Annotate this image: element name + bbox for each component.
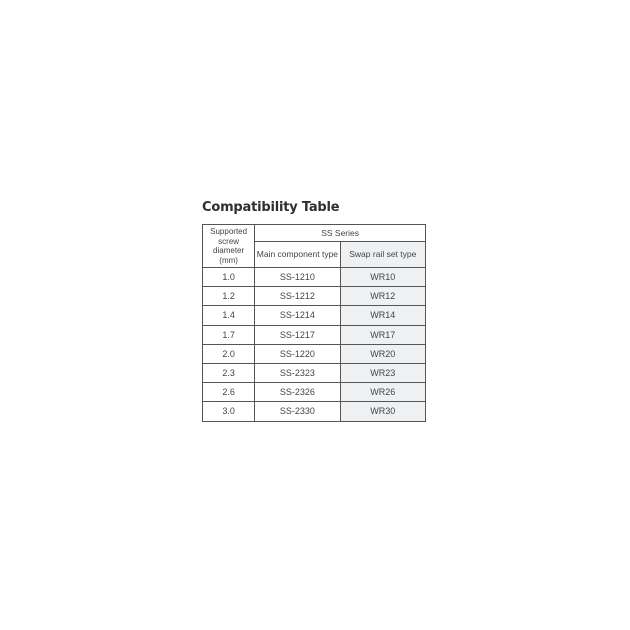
cell-diameter: 2.0 — [203, 344, 255, 363]
page-title: Compatibility Table — [202, 200, 340, 215]
table-row — [203, 383, 426, 402]
cell-swap-rail: WR14 — [340, 306, 425, 325]
table-row — [203, 306, 426, 325]
table-row — [203, 325, 426, 344]
table-row — [203, 287, 426, 306]
cell-main-component: SS-2323 — [255, 363, 340, 382]
cell-diameter: 1.4 — [203, 306, 255, 325]
cell-swap-rail: WR23 — [340, 363, 425, 382]
header-ss-series: SS Series — [255, 225, 426, 242]
cell-main-component: SS-2330 — [255, 402, 340, 421]
cell-swap-rail: WR12 — [340, 287, 425, 306]
cell-diameter: 2.3 — [203, 363, 255, 382]
cell-main-component: SS-1220 — [255, 344, 340, 363]
header-swap-rail: Swap rail set type — [340, 241, 425, 267]
cell-diameter: 3.0 — [203, 402, 255, 421]
cell-main-component: SS-1210 — [255, 268, 340, 287]
cell-swap-rail: WR26 — [340, 383, 425, 402]
compatibility-document — [202, 200, 427, 422]
cell-diameter: 1.7 — [203, 325, 255, 344]
header-supported-diameter: Supported screw diameter (mm) — [203, 225, 255, 268]
cell-swap-rail: WR10 — [340, 268, 425, 287]
table-row — [203, 363, 426, 382]
cell-main-component: SS-1217 — [255, 325, 340, 344]
compatibility-table — [202, 224, 426, 422]
cell-main-component: SS-1214 — [255, 306, 340, 325]
cell-main-component: SS-2326 — [255, 383, 340, 402]
cell-swap-rail: WR20 — [340, 344, 425, 363]
cell-diameter: 2.6 — [203, 383, 255, 402]
cell-diameter: 1.0 — [203, 268, 255, 287]
table-row — [203, 268, 426, 287]
cell-diameter: 1.2 — [203, 287, 255, 306]
table-row — [203, 402, 426, 421]
cell-main-component: SS-1212 — [255, 287, 340, 306]
header-main-component: Main component type — [255, 241, 340, 267]
cell-swap-rail: WR17 — [340, 325, 425, 344]
cell-swap-rail: WR30 — [340, 402, 425, 421]
table-row — [203, 344, 426, 363]
